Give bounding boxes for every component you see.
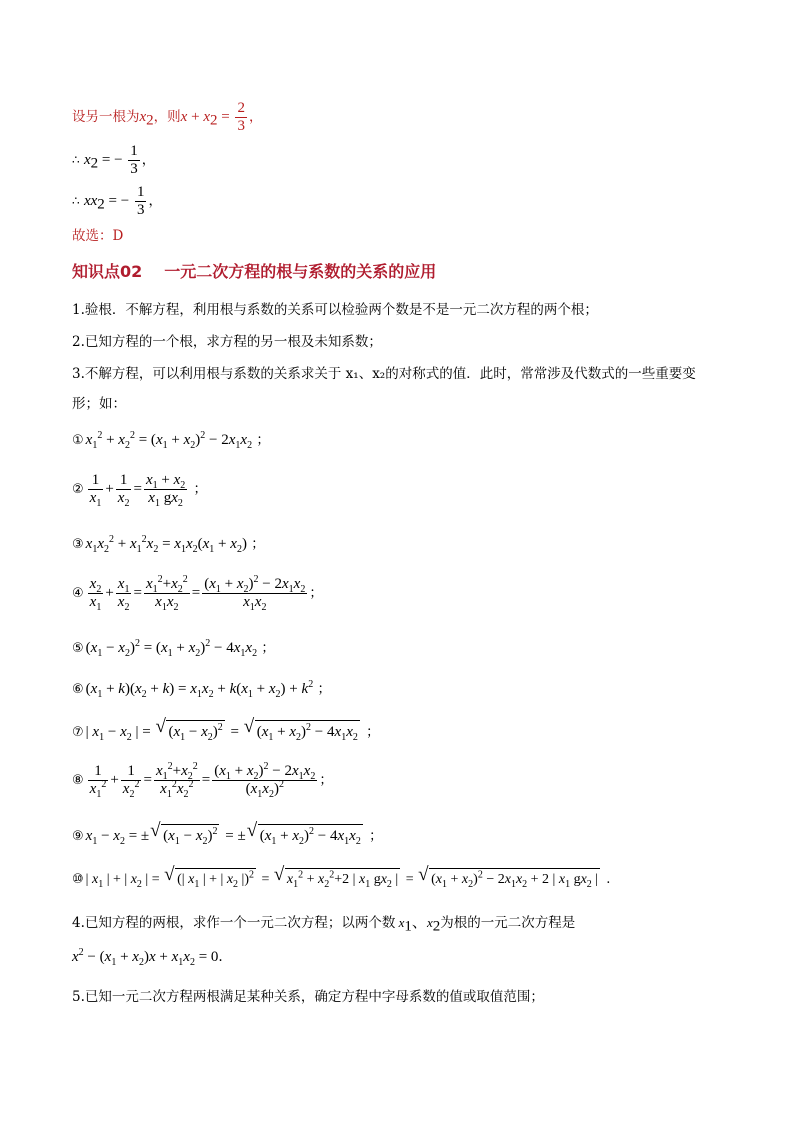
solution-line-2: ∴ $x_2$ = − $\frac{1}{3}$ ， xyxy=(72,143,156,177)
item-5: 5.已知一元二次方程两根满足某种关系，确定方程中字母系数的值或取值范围； xyxy=(72,989,544,1005)
item-1: 1.验根．不解方程，利用根与系数的关系可以检验两个数是不是一元二次方程的两个根； xyxy=(72,302,598,318)
formula-6: ⑥ $(x_1 + k)(x_2 + k) = x_1x_2 + k(x_1 + x_2) + k^2$ ； xyxy=(72,679,331,700)
fraction-one-third: $\frac{1}{3}$ xyxy=(130,143,138,177)
section-label: 知识点02 xyxy=(72,262,143,281)
solution-line-1: 设另一根为$x_2$，则$x + x_2$ = $\frac{2}{3}$ ， xyxy=(72,100,263,134)
item-3-line-1: 3.不解方程，可以利用根与系数的关系求关于 x₁、x₂的对称式的值．此时，常常涉及代数式的一些重要变 xyxy=(72,366,696,382)
item-4-equation: $x^2 - (x_1 + x_2)x + x_1x_2 = 0$. xyxy=(72,947,223,968)
fraction-one-third: $\frac{1}{3}$ xyxy=(136,184,145,218)
item-3-line-2: 形；如： xyxy=(72,396,126,412)
fraction-two-thirds: $\frac{2}{3}$ xyxy=(237,100,245,134)
formula-7: ⑦ | $x_1 - x_2$ | = √ $(x_1 - x_2)^2$ = √ $(x_1 + x_2)^2 - 4x_1x_2$ ； xyxy=(72,720,380,743)
formula-1: ① $x_1^2 + x_2^2 = (x_1 + x_2)^2 - 2x_1x_2$ ； xyxy=(72,430,270,451)
formula-9: ⑨ $x_1 - x_2$ = ±√ $(x_1 - x_2)^2$ = ±√ $(x_1 + x_2)^2 - 4x_1x_2$ ； xyxy=(72,824,383,847)
formula-10: ⑩ | $x_1$ | + | $x_2$ | = √ (| $x_1$ | + | $x_2$ |)$^2$ = √ $x_1^2 + x_2^2+2$ | $x_1$ $gx_2$ | = √ $(x_1 + x_2)^2 - 2x_1x_2 + 2$ | $x_1$ $gx_2$ | . xyxy=(72,868,610,890)
formula-3: ③ $x_1x_2^2 + x_1^2x_2 = x_1x_2(x_1 + x_2)$ ； xyxy=(72,534,265,555)
formula-8: ⑧ $\frac{1}{x_1^2}$ + $\frac{1}{x_2^2}$ = $\frac{x_1^2+x_2^2}{x_1^2x_2^2}$ = $\frac{(x_1 + x_2)^2 - 2x_1x_2}{(x_1x_2)^2}$ ； xyxy=(72,761,333,800)
section-title: 一元二次方程的根与系数的关系的应用 xyxy=(164,262,437,281)
item-2: 2.已知方程的一个根，求方程的另一根及未知系数； xyxy=(72,334,382,350)
formula-4: ④ $\frac{x_2}{x_1}$ + $\frac{x_1}{x_2}$ = $\frac{x_1^2+x_2^2}{x_1x_2}$ = $\frac{(x_1 + x_2)^2 - 2x_1x_2}{x_1x_2}$ ； xyxy=(72,574,323,613)
item-4: 4.已知方程的两根，求作一个一元二次方程；以两个数 $x_1$、$x_2$为根的一元二次方程是 xyxy=(72,915,576,935)
solution-line-3: ∴ $xx_2$ = − $\frac{1}{3}$ ， xyxy=(72,184,162,218)
section-heading xyxy=(72,262,436,282)
solution-answer: 故选：D xyxy=(72,228,124,244)
formula-2: ② $\frac{1}{x_1}$ + $\frac{1}{x_2}$ = $\frac{x_1 + x_2}{x_1 gx_2}$ ； xyxy=(72,472,208,509)
formula-5: ⑤ $(x_1 - x_2)^2 = (x_1 + x_2)^2 - 4x_1x_2$ ； xyxy=(72,638,275,659)
